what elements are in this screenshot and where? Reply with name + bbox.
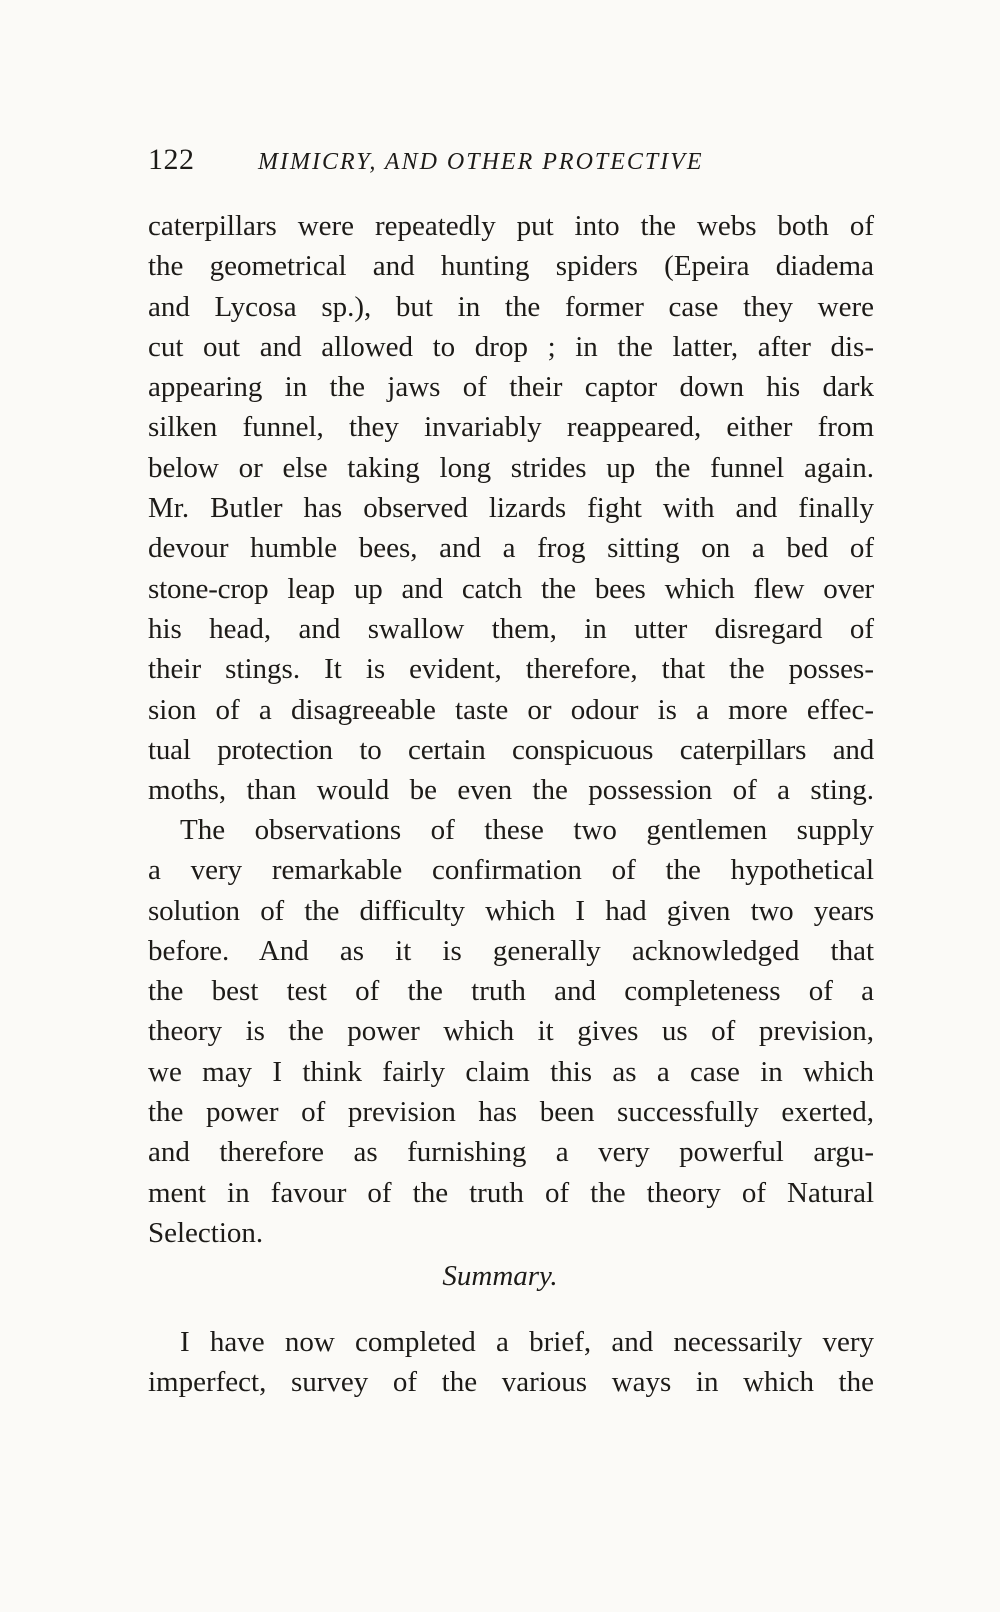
text-line: the geometrical and hunting spiders (Epeira diadema [148, 250, 874, 283]
text-line: The observations of these two gentlemen supply [180, 814, 874, 846]
running-title: MIMICRY, AND OTHER PROTECTIVE [258, 149, 704, 175]
text-line: Mr. Butler has observed lizards fight with and finally [148, 492, 874, 525]
text-line: imperfect, survey of the various ways in which the [148, 1366, 874, 1399]
text-line: cut out and allowed to drop ; in the latter, after dis- [148, 330, 874, 363]
text-line: stone-crop leap up and catch the bees which flew over [148, 572, 874, 605]
text-line: a very remarkable confirmation of the hypothetical [148, 854, 874, 887]
text-line: silken funnel, they invariably reappeared, either from [148, 411, 874, 444]
text-line: I have now completed a brief, and necessarily very [180, 1326, 874, 1358]
text-line: and Lycosa sp.), but in the former case they were [148, 290, 874, 323]
text-line: tual protection to certain conspicuous caterpillars and [148, 733, 874, 766]
text-line: theory is the power which it gives us of prevision, [148, 1015, 874, 1048]
text-line: appearing in the jaws of their captor down his dark [148, 371, 874, 404]
text-line: the best test of the truth and completeness of a [148, 975, 874, 1008]
page-header [148, 142, 888, 192]
text-line: ment in favour of the truth of the theory of Natural [148, 1176, 874, 1209]
section-heading: Summary. [442, 1260, 558, 1292]
text-line: below or else taking long strides up the funnel again. [148, 451, 874, 484]
paragraph-1 [148, 206, 874, 810]
page-number: 122 [148, 143, 195, 176]
text-line: we may I think fairly claim this as a case in which [148, 1055, 874, 1088]
text-line: solution of the difficulty which I had given two years [148, 894, 874, 927]
text-line: caterpillars were repeatedly put into the webs both of [148, 210, 874, 242]
text-line: his head, and swallow them, in utter disregard of [148, 612, 874, 645]
text-line: before. And as it is generally acknowledged that [148, 934, 874, 967]
text-line: and therefore as furnishing a very powerful argu- [148, 1136, 874, 1169]
text-line: sion of a disagreeable taste or odour is a more effec- [148, 693, 874, 726]
paragraph-2 [148, 810, 874, 1253]
text-line: moths, than would be even the possession of a sting. [148, 774, 874, 807]
text-line: devour humble bees, and a frog sitting on a bed of [148, 532, 874, 565]
text-line: their stings. It is evident, therefore, that the posses- [148, 653, 874, 686]
text-line: the power of prevision has been successfully exerted, [148, 1096, 874, 1129]
text-line: Selection. [148, 1216, 264, 1249]
paragraph-3 [148, 1322, 874, 1403]
